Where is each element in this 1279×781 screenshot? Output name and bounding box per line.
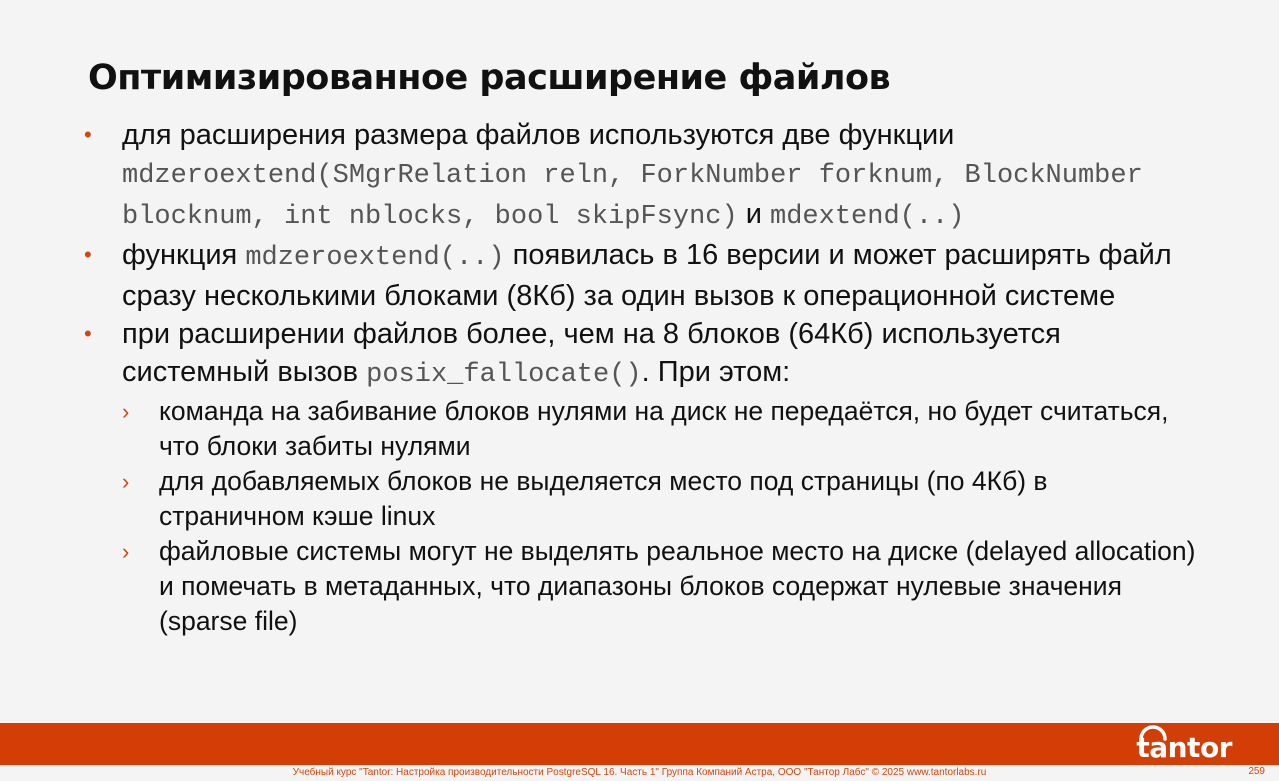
sub-bullet-item — [0, 394, 1199, 464]
logo-text: tantor — [1136, 731, 1232, 764]
footer-bar — [0, 723, 1279, 765]
code-snippet: mdzeroextend(SMgrRelation reln, ForkNumber forknum, BlockNumber blocknum, int nblocks, bool skipFsync) — [122, 161, 1143, 232]
sub-bullet-text: файловые системы могут не выделять реальное место на диске (delayed allocation) и помечать в метаданных, что диапазоны блоков содержат нулевые значения (sparse file) — [159, 536, 1196, 636]
bullet-text: и — [737, 198, 771, 230]
bullet-text: функция — [122, 239, 246, 271]
bullet-text: . При этом: — [641, 356, 791, 388]
slide-title: Оптимизированное расширение файлов — [88, 58, 891, 98]
tantor-logo — [1136, 727, 1232, 763]
sub-bullet-item — [0, 464, 1199, 534]
bullet-item — [0, 236, 1202, 315]
chevron-right-icon: › — [122, 539, 130, 564]
slide-content — [0, 116, 1279, 639]
bullet-icon: • — [84, 122, 92, 147]
bullet-item — [0, 315, 1202, 394]
code-snippet: posix_fallocate() — [366, 360, 642, 390]
bullet-text: для расширения размера файлов используются две функции — [122, 119, 955, 151]
chevron-right-icon: › — [122, 399, 130, 424]
logo-arc-icon — [1138, 725, 1168, 741]
chevron-right-icon: › — [122, 469, 130, 494]
sub-bullet-text: для добавляемых блоков не выделяется место под страницы (по 4Кб) в страничном кэше linux — [159, 466, 1048, 531]
bullet-icon: • — [84, 321, 92, 346]
code-snippet: mdextend(..) — [770, 202, 965, 232]
footer-text: Учебный курс "Tantor: Настройка производительности PostgreSQL 16. Часть 1" Группа Компаний Астра, ООО "Тантор Лабс" © 2025 www.tantorlabs.ru — [292, 767, 987, 778]
bullet-text: при расширении файлов более, чем на 8 блоков (64Кб) используется системный вызов — [122, 318, 1061, 388]
sub-bullet-item — [0, 534, 1199, 639]
bullet-text: появилась в 16 версии и может расширять файл сразу несколькими блоками (8Кб) за один вызов к операционной системе — [122, 239, 1172, 312]
sub-bullet-text: команда на забивание блоков нулями на диск не передаётся, но будет считаться, что блоки забиты нулями — [159, 396, 1169, 461]
code-snippet: mdzeroextend(..) — [245, 243, 505, 273]
bullet-item — [0, 116, 1202, 236]
bullet-icon: • — [84, 242, 92, 267]
page-number: 259 — [1248, 766, 1265, 777]
